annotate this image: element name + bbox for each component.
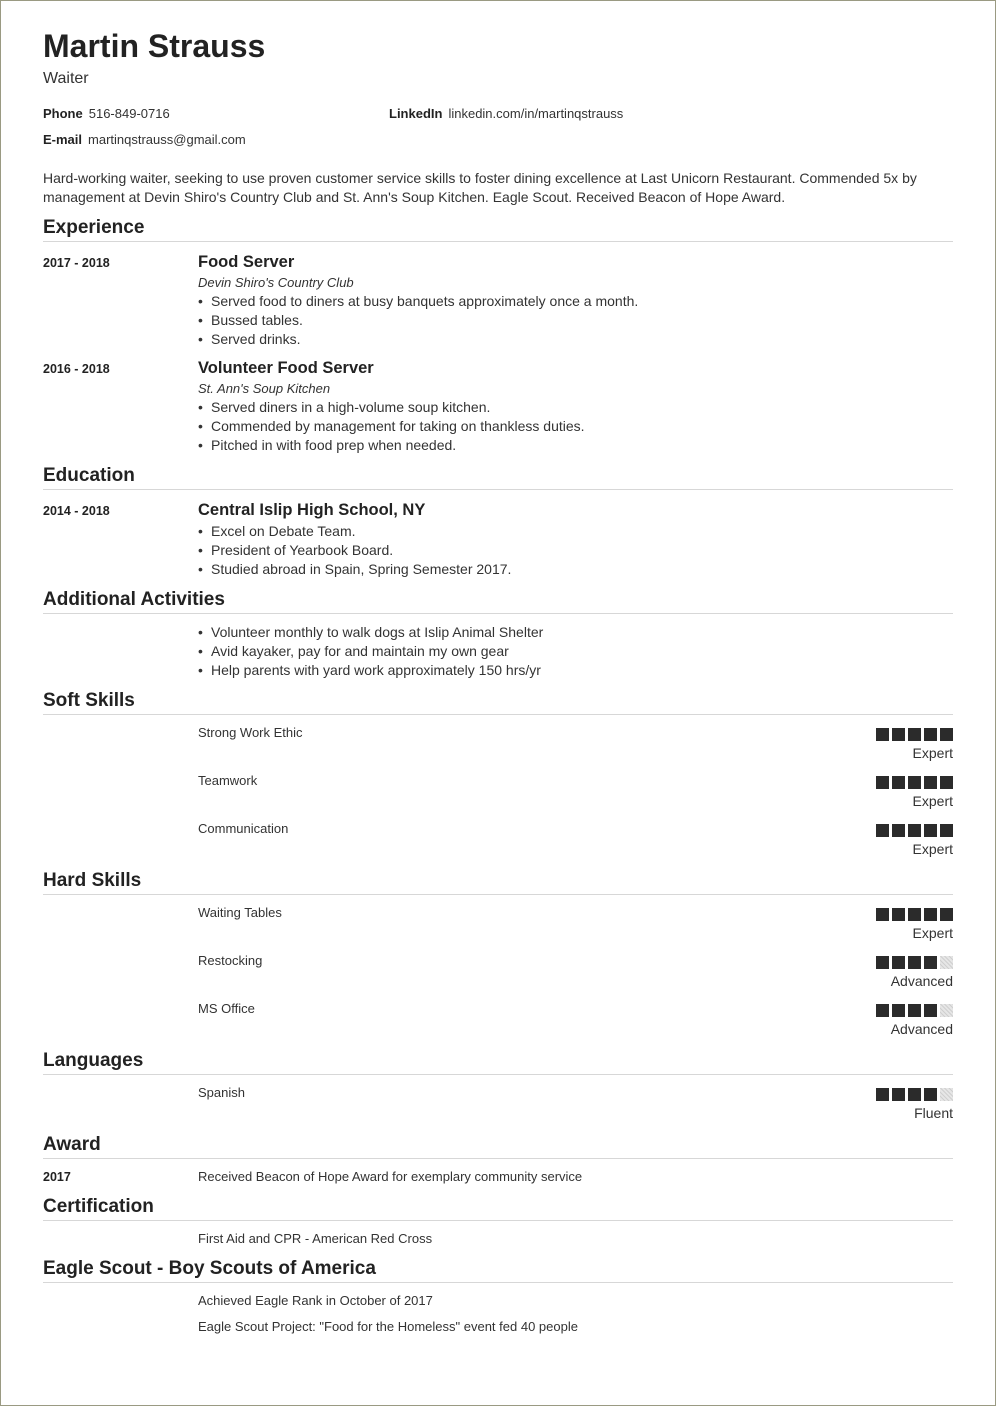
rating-boxes: [753, 1088, 953, 1101]
rating-box-filled: [924, 1088, 937, 1101]
rating-box-filled: [924, 824, 937, 837]
school-name: Central Islip High School, NY: [198, 501, 426, 519]
skill-level: Expert: [912, 745, 953, 761]
email-value: martinqstrauss@gmail.com: [88, 132, 246, 147]
rating-box-filled: [908, 1088, 921, 1101]
list-item: • Served drinks.: [198, 330, 638, 349]
rating-box-empty: [940, 1004, 953, 1017]
rating-box-filled: [908, 1004, 921, 1017]
email-label: E-mail: [43, 132, 83, 147]
rating-box-filled: [924, 908, 937, 921]
rating-box-filled: [892, 956, 905, 969]
rating-box-filled: [876, 728, 889, 741]
education-bullets: [198, 522, 511, 579]
rating-boxes: [753, 728, 953, 741]
summary: Hard-working waiter, seeking to use proven customer service skills to foster dining excellence at Last Unicorn Restaurant. Commended 5x by management at Devin Shiro's Country Club and St. Ann's Soup Kitchen. Eagle Scout. Received Beacon of Hope Award.: [43, 170, 917, 205]
rating-box-filled: [908, 728, 921, 741]
skill-level: Advanced: [890, 973, 953, 989]
skill-rating: [753, 776, 953, 810]
rating-box-filled: [924, 1004, 937, 1017]
skill-name: Teamwork: [198, 773, 258, 788]
rating-box-filled: [908, 956, 921, 969]
language-level: Fluent: [914, 1105, 953, 1121]
award-date: 2017: [43, 1170, 71, 1184]
rating-boxes: [753, 824, 953, 837]
skill-name: MS Office: [198, 1001, 255, 1016]
candidate-name: Martin Strauss: [43, 28, 266, 64]
rating-box-filled: [940, 776, 953, 789]
rating-box-filled: [876, 908, 889, 921]
rating-box-filled: [940, 908, 953, 921]
job-1-dates: 2017 - 2018: [43, 256, 110, 270]
rating-box-empty: [940, 1088, 953, 1101]
rating-box-filled: [876, 956, 889, 969]
rating-box-filled: [908, 776, 921, 789]
section-heading-hard-skills: Hard Skills: [43, 870, 953, 895]
email-contact: [43, 132, 246, 147]
rating-box-filled: [908, 908, 921, 921]
job-1-org: Devin Shiro's Country Club: [198, 275, 354, 290]
eagle-scout-line: Achieved Eagle Rank in October of 2017: [198, 1293, 433, 1308]
award-text: Received Beacon of Hope Award for exemplary community service: [198, 1169, 583, 1184]
list-item: • Studied abroad in Spain, Spring Semester 2017.: [198, 560, 511, 579]
job-2-org: St. Ann's Soup Kitchen: [198, 381, 331, 396]
rating-box-empty: [940, 956, 953, 969]
skill-name: Restocking: [198, 953, 263, 968]
section-heading-eagle-scout: Eagle Scout - Boy Scouts of America: [43, 1258, 953, 1283]
job-2-role: Volunteer Food Server: [198, 359, 374, 377]
skill-rating: [753, 956, 953, 990]
rating-box-filled: [876, 776, 889, 789]
list-item: • President of Yearbook Board.: [198, 541, 511, 560]
job-title: Waiter: [43, 70, 89, 87]
list-item: • Bussed tables.: [198, 311, 638, 330]
eagle-scout-line: Eagle Scout Project: "Food for the Homeless" event fed 40 people: [198, 1319, 578, 1334]
list-item: • Avid kayaker, pay for and maintain my own gear: [198, 642, 543, 661]
linkedin-value: linkedin.com/in/martinqstrauss: [448, 106, 624, 121]
section-heading-soft-skills: Soft Skills: [43, 690, 953, 715]
rating-box-filled: [892, 1088, 905, 1101]
list-item: • Excel on Debate Team.: [198, 522, 511, 541]
rating-box-filled: [892, 728, 905, 741]
skill-rating: [753, 824, 953, 858]
job-2-bullets: [198, 398, 585, 455]
job-1-bullets: [198, 292, 638, 349]
rating-box-filled: [892, 1004, 905, 1017]
skill-level: Advanced: [890, 1021, 953, 1037]
list-item: • Commended by management for taking on thankless duties.: [198, 417, 585, 436]
skill-name: Communication: [198, 821, 289, 836]
rating-box-filled: [892, 908, 905, 921]
list-item: • Served food to diners at busy banquets approximately once a month.: [198, 292, 638, 311]
rating-box-filled: [924, 776, 937, 789]
education-dates: 2014 - 2018: [43, 504, 110, 518]
section-heading-education: Education: [43, 465, 953, 490]
rating-box-filled: [892, 776, 905, 789]
list-item: • Pitched in with food prep when needed.: [198, 436, 585, 455]
skill-rating: [753, 1004, 953, 1038]
skill-level: Expert: [912, 925, 953, 941]
phone-contact: [43, 106, 170, 121]
section-heading-activities: Additional Activities: [43, 589, 953, 614]
linkedin-label: LinkedIn: [389, 106, 443, 121]
job-1-role: Food Server: [198, 253, 295, 271]
skill-rating: [753, 728, 953, 762]
rating-box-filled: [876, 1004, 889, 1017]
certification-text: First Aid and CPR - American Red Cross: [198, 1231, 433, 1246]
section-heading-experience: Experience: [43, 217, 953, 242]
rating-boxes: [753, 776, 953, 789]
list-item: • Volunteer monthly to walk dogs at Islip Animal Shelter: [198, 623, 543, 642]
rating-box-filled: [908, 824, 921, 837]
rating-box-filled: [876, 1088, 889, 1101]
rating-boxes: [753, 1004, 953, 1017]
rating-box-filled: [924, 956, 937, 969]
list-item: • Served diners in a high-volume soup kitchen.: [198, 398, 585, 417]
skill-name: Waiting Tables: [198, 905, 282, 920]
language-rating: [753, 1088, 953, 1122]
section-heading-languages: Languages: [43, 1050, 953, 1075]
rating-box-filled: [940, 728, 953, 741]
skill-rating: [753, 908, 953, 942]
rating-box-filled: [892, 824, 905, 837]
skill-level: Expert: [912, 841, 953, 857]
skill-level: Expert: [912, 793, 953, 809]
rating-box-filled: [924, 728, 937, 741]
rating-box-filled: [876, 824, 889, 837]
list-item: • Help parents with yard work approximately 150 hrs/yr: [198, 661, 543, 680]
phone-value: 516-849-0716: [88, 106, 170, 121]
language-name: Spanish: [198, 1085, 245, 1100]
phone-label: Phone: [43, 106, 83, 121]
section-heading-award: Award: [43, 1134, 953, 1159]
rating-boxes: [753, 956, 953, 969]
job-2-dates: 2016 - 2018: [43, 362, 110, 376]
linkedin-contact: [389, 106, 623, 121]
section-heading-certification: Certification: [43, 1196, 953, 1221]
rating-boxes: [753, 908, 953, 921]
rating-box-filled: [940, 824, 953, 837]
activities-bullets: [198, 623, 543, 680]
skill-name: Strong Work Ethic: [198, 725, 303, 740]
